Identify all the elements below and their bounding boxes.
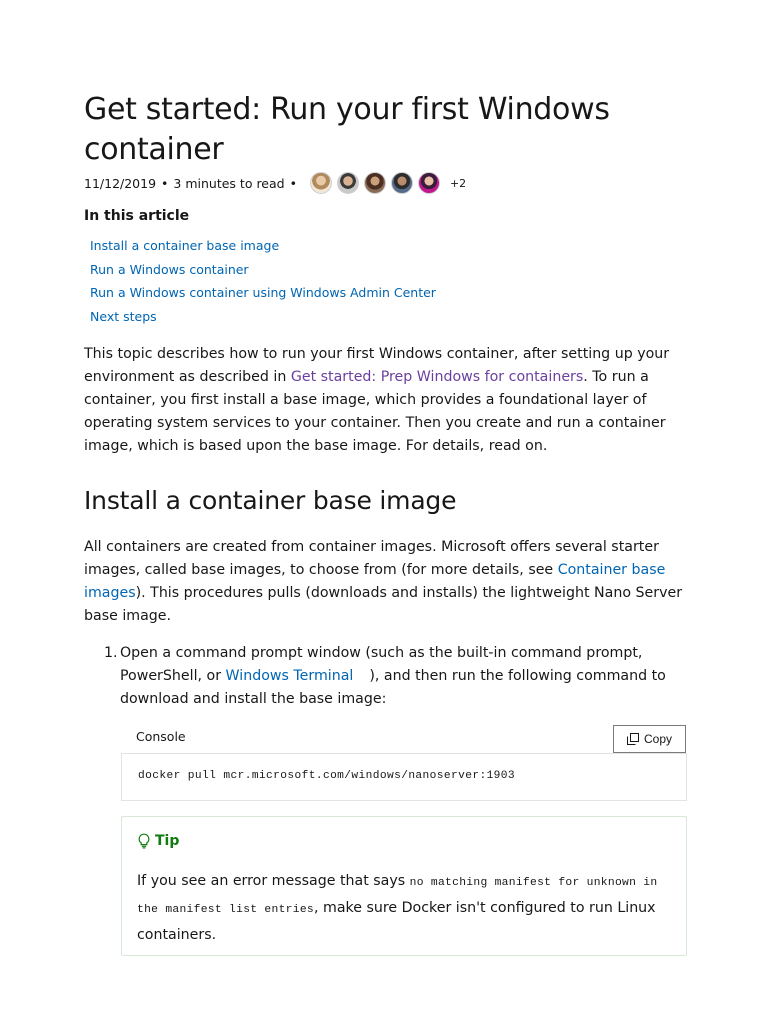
article-metadata <box>84 172 466 194</box>
lightbulb-icon <box>137 833 151 849</box>
copy-icon <box>627 733 639 745</box>
section-heading: Install a container base image <box>84 486 457 515</box>
tip-inline-code: no matching manifest for unknown in the manifest list entries <box>137 877 658 916</box>
container-base-images-link[interactable]: Container base images <box>84 562 666 601</box>
code-block[interactable] <box>121 753 687 801</box>
toc-item <box>90 283 436 307</box>
windows-terminal-link[interactable]: Windows Terminal <box>225 668 354 684</box>
toc-item <box>90 236 436 260</box>
toc-item <box>90 260 436 284</box>
contributor-avatar[interactable] <box>391 172 413 194</box>
contributor-avatar[interactable] <box>364 172 386 194</box>
intro-text: . To run a container, you first install a base image, which provides a foundational layer of operating system services to your container. Then you create and run a container image, which is based upon the base image. For details, read on. <box>84 369 666 454</box>
tip-heading <box>137 833 179 849</box>
meta-separator: • <box>161 175 169 191</box>
tip-title: Tip <box>155 833 180 849</box>
contributor-avatar[interactable] <box>310 172 332 194</box>
section-text: All containers are created from container images. Microsoft offers several starter images, called base images, to choose from (for more details, see <box>84 539 659 578</box>
code-content: docker pull mcr.microsoft.com/windows/nanoserver:1903 <box>138 770 516 782</box>
intro-text: This topic describes how to run your first Windows container, after setting up your environment as described in <box>84 346 670 385</box>
toc-link-run-container[interactable]: Run a Windows container <box>90 261 249 277</box>
code-language-label: Console <box>136 729 186 744</box>
more-contributors-link[interactable]: +2 <box>449 176 467 190</box>
contributor-avatar[interactable] <box>337 172 359 194</box>
tip-alert <box>121 816 687 956</box>
meta-separator: • <box>289 175 297 191</box>
intro-paragraph <box>84 343 694 458</box>
prep-windows-link[interactable]: Get started: Prep Windows for containers <box>290 369 584 385</box>
toc-heading: In this article <box>84 208 190 224</box>
toc-link-admin-center[interactable]: Run a Windows container using Windows Admin Center <box>90 285 436 301</box>
contributor-avatar[interactable] <box>418 172 440 194</box>
table-of-contents <box>90 236 436 330</box>
section-text: ). This procedures pulls (downloads and installs) the lightweight Nano Server base image. <box>84 585 683 624</box>
read-time: 3 minutes to read <box>173 175 285 191</box>
tip-text-part: , make sure Docker isn't configured to run Linux containers. <box>137 900 656 943</box>
step-number: 1. <box>104 645 118 661</box>
copy-button-label: Copy <box>643 732 672 746</box>
page-title: Get started: Run your first Windows container <box>84 92 610 167</box>
article-date: 11/12/2019 <box>84 175 157 191</box>
contributors-list <box>310 172 466 194</box>
tip-text <box>137 869 667 948</box>
step-text <box>120 642 680 711</box>
step-text-part: ), and then run the following command to download and install the base image: <box>120 668 666 707</box>
tip-text-part: If you see an error message that says <box>137 873 410 889</box>
toc-link-next-steps[interactable]: Next steps <box>90 308 157 324</box>
step-text-part: Open a command prompt window (such as the built-in command prompt, PowerShell, or <box>120 645 643 684</box>
toc-item <box>90 307 436 331</box>
copy-button[interactable] <box>613 725 686 753</box>
toc-link-install-base-image[interactable]: Install a container base image <box>90 238 280 253</box>
section-paragraph <box>84 536 694 628</box>
